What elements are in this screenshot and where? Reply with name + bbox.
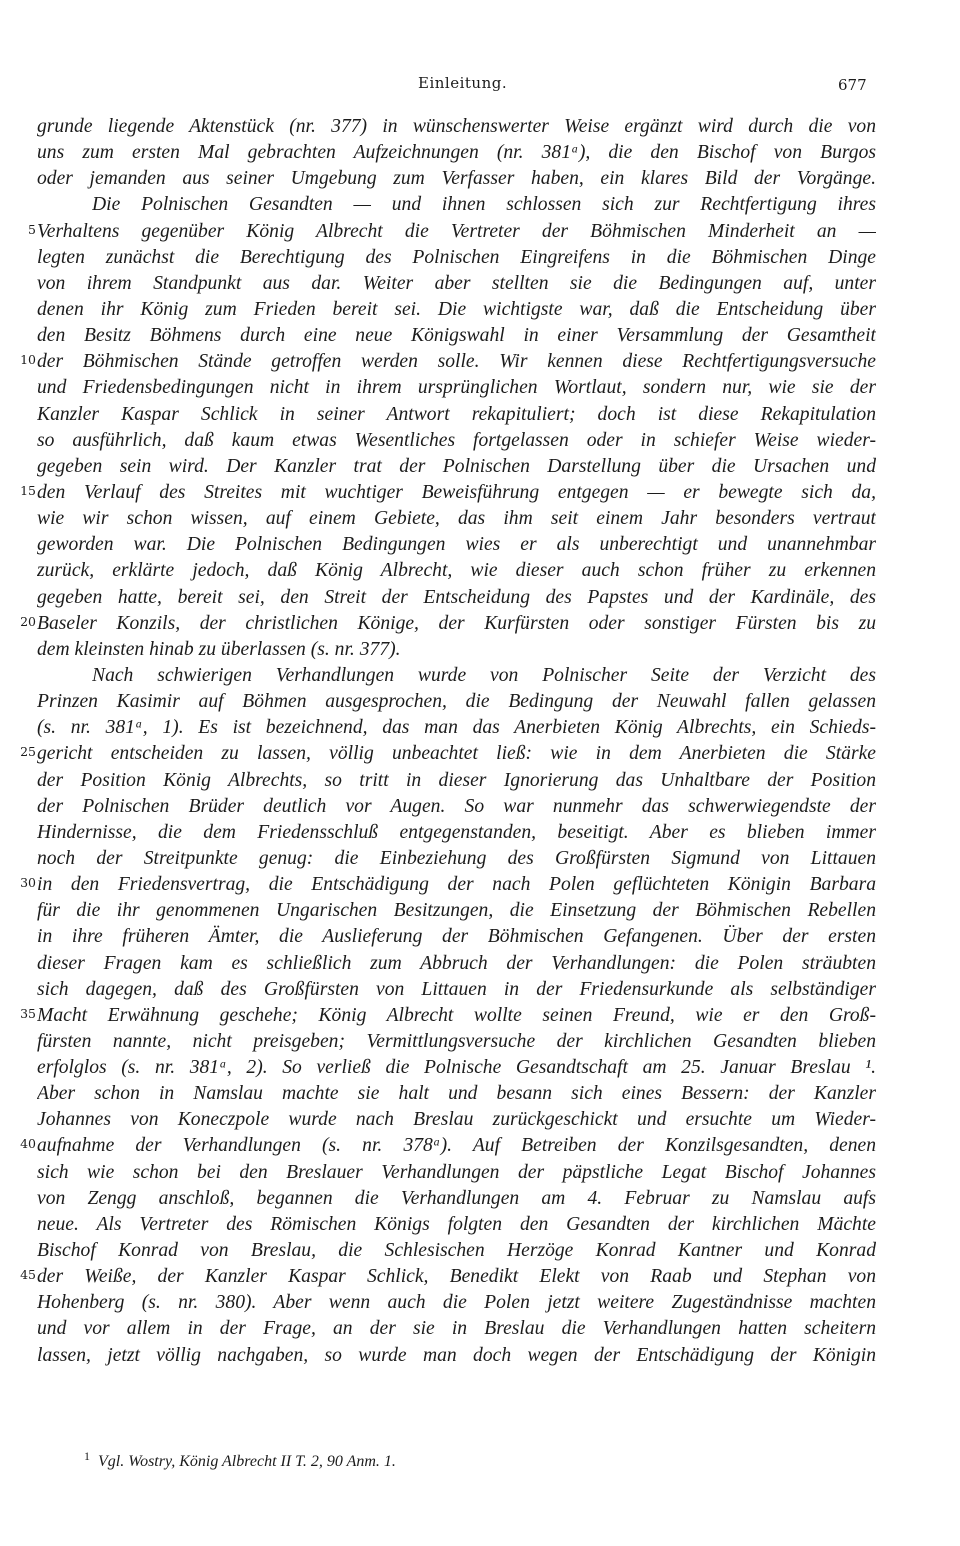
line-text: Kanzler Kaspar Schlick in seiner Antwort rekapituliert; doch ist diese Rekapitulation [37,403,876,425]
text-line [0,349,960,375]
text-line [0,1290,960,1316]
line-text: geworden war. Die Polnischen Bedingungen wies er als unberechtigt und unannehmbar [37,534,876,556]
text-line [0,140,960,166]
line-text: Nach schwierigen Verhandlungen wurde von Polnischer Seite der Verzicht des [92,664,876,686]
line-text: von Zengg anschloß, begannen die Verhandlungen am 4. Februar zu Namslau aufs [37,1187,876,1209]
line-text: denen ihr König zum Frieden bereit sei. Die wichtigste war, daß die Entscheidung über [37,298,876,320]
text-line [0,1029,960,1055]
line-text: dem kleinsten hinab zu überlassen (s. nr. 377). [37,638,401,660]
text-line [0,1055,960,1081]
text-line [0,611,960,637]
text-line [0,506,960,532]
line-text: fürsten nannte, nicht preisgeben; Vermittlungsversuche der kirchlichen Gesandten blieben [37,1030,876,1052]
page-number: 677 [838,76,867,94]
text-line [0,637,960,663]
line-text: sich wie schon bei den Breslauer Verhandlungen der päpstliche Legat Bischof Johannes [37,1161,876,1183]
text-line [0,219,960,245]
text-line [0,1081,960,1107]
line-text: und Friedensbedingungen nicht in ihrem ursprünglichen Wortlaut, sondern nur, wie sie der [37,377,876,399]
text-line [0,898,960,924]
line-text: grunde liegende Aktenstück (nr. 377) in wünschenswerter Weise ergänzt wird durch die von [37,116,876,137]
text-line [0,689,960,715]
text-line [0,846,960,872]
line-text: Bischof Konrad von Breslau, die Schlesischen Herzöge Konrad Kantner und Konrad [37,1240,876,1262]
text-line [0,297,960,323]
line-text: der Polnischen Brüder deutlich vor Augen. So war nunmehr das schwerwiegendste der [37,795,876,817]
text-line [0,192,960,218]
footnote-text: Vgl. Wostry, König Albrecht II T. 2, 90 Anm. 1. [98,1453,396,1470]
text-line [0,715,960,741]
text-line [0,1316,960,1342]
line-number: 35 [20,1005,36,1021]
line-text: gericht entscheiden zu lassen, völlig unbeachtet ließ: wie in dem Anerbieten die Stärke [37,743,876,765]
text-line [0,741,960,767]
footnote-mark: 1 [84,1449,90,1463]
footnote [84,1449,396,1471]
text-line [0,951,960,977]
line-text: Hohenberg (s. nr. 380). Aber wenn auch die Polen jetzt weitere Zugeständnisse machten [37,1292,876,1314]
text-line [0,454,960,480]
line-text: wie wir schon wissen, auf einem Gebiete, das ihm seit einem Jahr besonders vertraut [37,508,876,530]
text-line [0,820,960,846]
line-text: Verhaltens gegenüber König Albrecht die Vertreter der Böhmischen Minderheit an — [37,220,876,242]
text-line [0,1212,960,1238]
text-line [0,1264,960,1290]
line-number: 10 [20,352,36,368]
text-line [0,558,960,584]
body-text [0,114,960,1369]
text-line [0,245,960,271]
line-number: 45 [20,1267,36,1283]
line-text: so ausführlich, daß kaum etwas Wesentliches fortgelassen oder in schiefer Weise wieder- [37,429,876,451]
text-line [0,375,960,401]
text-line [0,532,960,558]
text-line [0,872,960,898]
line-text: Johannes von Koneczpole wurde nach Breslau zurückgeschickt und ersuchte um Wieder- [37,1109,876,1131]
line-text: in ihre früheren Ämter, die Auslieferung der Böhmischen Gefangenen. Über der ersten [37,926,876,948]
text-line [0,977,960,1003]
line-text: zurück, erklärte jedoch, daß König Albrecht, wie dieser auch schon früher zu erkennen [37,560,876,582]
line-text: legten zunächst die Berechtigung des Polnischen Eingreifens in die Böhmischen Dinge [37,246,876,268]
line-text: Die Polnischen Gesandten — und ihnen schlossen sich zur Rechtfertigung ihres [92,194,876,216]
text-line [0,663,960,689]
line-text: neue. Als Vertreter des Römischen Königs folgten den Gesandten der kirchlichen Mächte [37,1213,876,1235]
line-text: lassen, jetzt völlig nachgaben, so wurde man doch wegen der Entschädigung der Königin [37,1344,876,1366]
text-line [0,1343,960,1369]
line-text: erfolglos (s. nr. 381ᵃ, 2). So verließ die Polnische Gesandtschaft am 25. Januar Breslau ¹. [37,1057,876,1079]
line-text: gegeben hatte, bereit sei, den Streit der Entscheidung des Papstes und der Kardinäle, des [37,586,876,608]
line-number: 15 [20,482,36,498]
line-text: der Weiße, der Kanzler Kaspar Schlick, Benedikt Elekt von Raab und Stephan von [37,1266,876,1288]
text-line [0,1133,960,1159]
line-text: noch der Streitpunkte genug: die Einbeziehung des Großfürsten Sigmund von Littauen [37,847,876,869]
text-line [0,1160,960,1186]
text-line [0,271,960,297]
line-text: Macht Erwähnung geschehe; König Albrecht wollte seinen Freund, wie er den Groß- [37,1004,876,1026]
line-number: 40 [20,1136,36,1152]
line-text: Baseler Konzils, der christlichen Könige, der Kurfürsten oder sonstiger Fürsten bis zu [37,612,876,634]
line-number: 30 [20,875,36,891]
text-line [0,1003,960,1029]
line-text: Hindernisse, die dem Friedensschluß entgegenstanden, beseitigt. Aber es blieben immer [37,821,876,843]
text-line [0,402,960,428]
line-number: 25 [20,744,36,760]
text-line [0,428,960,454]
text-line [0,1238,960,1264]
running-head-title: Einleitung. [418,74,508,92]
line-text: und vor allem in der Frage, an der sie in Breslau die Verhandlungen hatten scheitern [37,1318,876,1340]
line-text: dieser Fragen kam es schließlich zum Abbruch der Verhandlungen: die Polen sträubten [37,952,876,974]
line-number: 20 [20,613,36,629]
line-text: den Verlauf des Streites mit wuchtiger Beweisführung entgegen — er bewegte sich da, [37,481,876,503]
line-number: 5 [28,221,36,237]
text-line [0,480,960,506]
text-line [0,323,960,349]
line-text: der Position König Albrechts, so tritt in dieser Ignorierung das Unhaltbare der Position [37,769,876,791]
text-line [0,924,960,950]
line-text: Aber schon in Namslau machte sie halt und besann sich eines Bessern: der Kanzler [37,1083,876,1105]
text-line [0,768,960,794]
line-text: gegeben sein wird. Der Kanzler trat der Polnischen Darstellung über die Ursachen und [37,455,876,477]
line-text: oder jemanden aus seiner Umgebung zum Verfasser haben, ein klares Bild der Vorgänge. [37,168,876,190]
text-line [0,794,960,820]
text-line [0,166,960,192]
text-line [0,1107,960,1133]
line-text: den Besitz Böhmens durch eine neue Königswahl in einer Versammlung der Gesamtheit [37,325,876,347]
text-line [0,1186,960,1212]
text-line [0,585,960,611]
line-text: von ihrem Standpunkt aus dar. Weiter aber stellten sie die Bedingungen auf, unter [37,272,876,294]
line-text: (s. nr. 381ᵃ, 1). Es ist bezeichnend, das man das Anerbieten König Albrechts, ein Schieds- [37,717,876,739]
line-text: in den Friedensvertrag, die Entschädigung der nach Polen geflüchteten Königin Barbara [37,874,876,896]
line-text: sich dagegen, daß des Großfürsten von Littauen in der Friedensurkunde als selbständiger [37,978,876,1000]
line-text: Prinzen Kasimir auf Böhmen ausgesprochen, die Bedingung der Neuwahl fallen gelassen [37,691,876,713]
running-head [0,74,960,102]
text-line [0,114,960,140]
line-text: uns zum ersten Mal gebrachten Aufzeichnungen (nr. 381ᵃ), die den Bischof von Burgos [37,142,876,164]
line-text: der Böhmischen Stände getroffen werden solle. Wir kennen diese Rechtfertigungsversuche [37,351,876,373]
line-text: aufnahme der Verhandlungen (s. nr. 378ᵃ). Auf Betreiben der Konzilsgesandten, denen [37,1135,876,1157]
line-text: für die ihr genommenen Ungarischen Besitzungen, die Einsetzung der Böhmischen Rebellen [37,900,876,922]
